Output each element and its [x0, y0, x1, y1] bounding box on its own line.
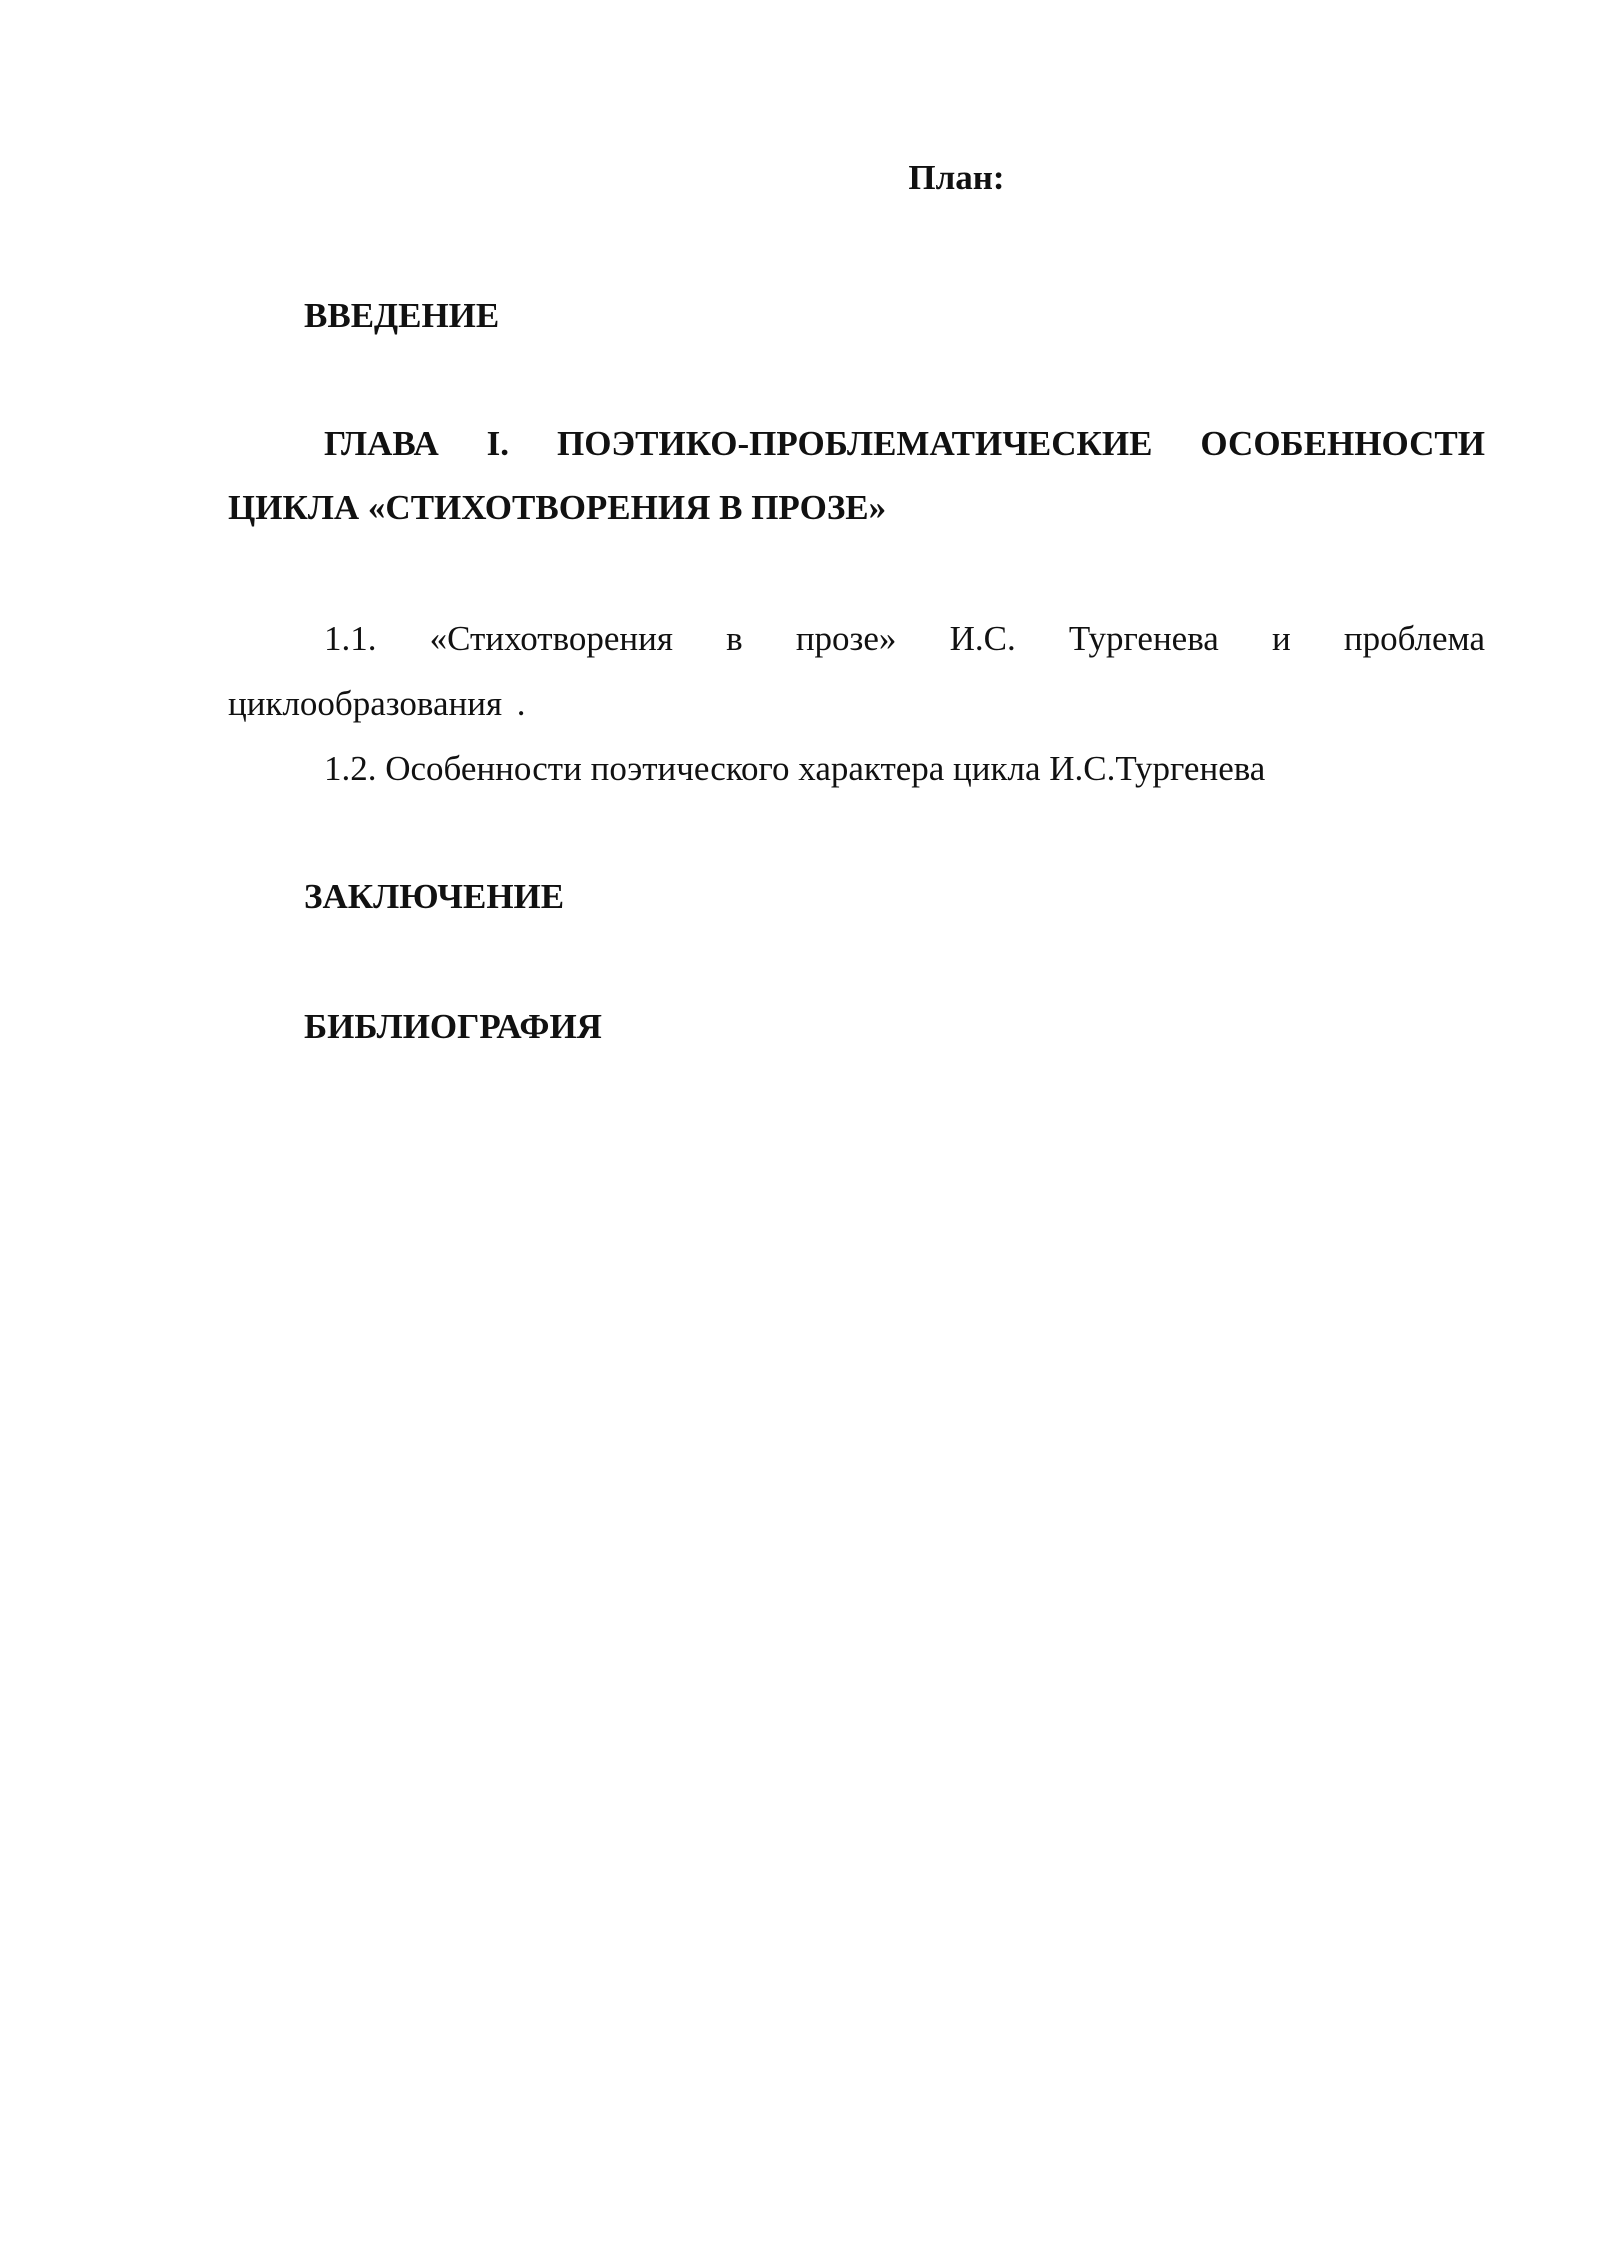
- document-title: План:: [908, 158, 1005, 197]
- section-bibliography: БИБЛИОГРАФИЯ: [304, 1007, 602, 1046]
- section-introduction: ВВЕДЕНИЕ: [304, 296, 500, 335]
- document-content: [228, 148, 1485, 1059]
- chapter-heading: ГЛАВА I. ПОЭТИКО-ПРОБЛЕМАТИЧЕСКИЕ ОСОБЕННОСТИ ЦИКЛА «СТИХОТВОРЕНИЯ В ПРОЗЕ»: [228, 424, 1485, 527]
- list-item: 1.2. Особенности поэтического характера цикла И.С.Тургенева: [324, 749, 1266, 788]
- section-conclusion: ЗАКЛЮЧЕНИЕ: [304, 877, 565, 916]
- list-item: 1.1. «Стихотворения в прозе» И.С. Тургенева и проблема циклообразования .: [228, 619, 1485, 723]
